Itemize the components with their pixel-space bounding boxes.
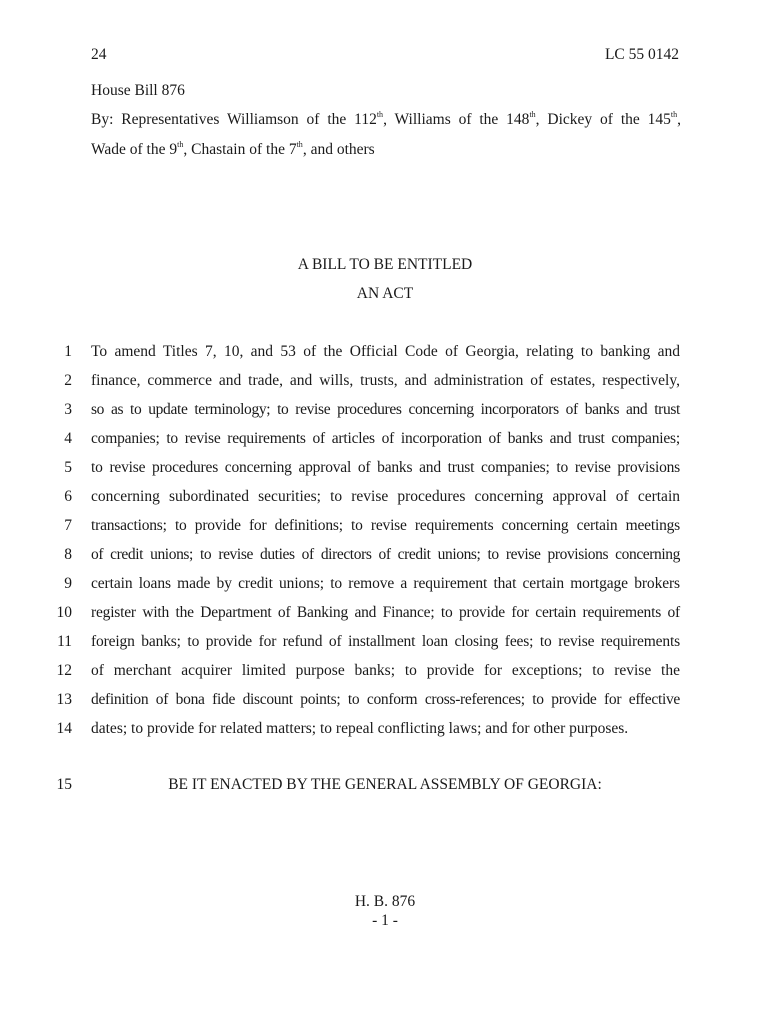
body-line: finance, commerce and trade, and wills, trusts, and administration of estates, respectively, <box>91 372 680 389</box>
body-line: to revise procedures concerning approval of banks and trust companies; to revise provisions <box>91 459 680 476</box>
line-number: 11 <box>57 633 72 650</box>
line-number: 15 <box>56 776 72 793</box>
body-line: transactions; to provide for definitions; to revise requirements concerning certain meetings <box>91 517 680 534</box>
sponsors-text: , Williams of the 148 <box>383 111 530 128</box>
footer-bill-number: H. B. 876 <box>354 893 416 910</box>
line-number: 7 <box>64 517 72 534</box>
body-line: so as to update terminology; to revise procedures concerning incorporators of banks and trust <box>91 401 680 418</box>
footer-page-number: - 1 - <box>372 912 398 929</box>
body-line: To amend Titles 7, 10, and 53 of the Official Code of Georgia, relating to banking and <box>91 343 680 360</box>
sponsors-text: By: Representatives Williamson of the 112 <box>91 111 377 128</box>
line-number: 6 <box>64 488 72 505</box>
sponsors-text: , Dickey of the 145 <box>535 111 671 128</box>
sponsors-line-1 <box>91 111 681 129</box>
sponsors-text: , <box>677 111 681 128</box>
body-line: of credit unions; to revise duties of directors of credit unions; to revise provisions concerning <box>91 546 680 563</box>
session-number: 24 <box>91 46 107 63</box>
line-number: 4 <box>64 430 72 447</box>
line-number: 10 <box>56 604 72 621</box>
act-title: AN ACT <box>356 285 414 302</box>
enacting-clause: BE IT ENACTED BY THE GENERAL ASSEMBLY OF GEORGIA: <box>168 776 602 793</box>
lc-code: LC 55 0142 <box>604 46 679 63</box>
sponsors-text: , Chastain of the 7 <box>183 141 297 158</box>
body-line: certain loans made by credit unions; to remove a requirement that certain mortgage brokers <box>91 575 680 592</box>
line-number: 14 <box>56 720 72 737</box>
line-number: 3 <box>64 401 72 418</box>
line-number: 13 <box>56 691 72 708</box>
body-line: concerning subordinated securities; to revise procedures concerning approval of certain <box>91 488 680 505</box>
line-number: 9 <box>64 575 72 592</box>
bill-title: A BILL TO BE ENTITLED <box>297 256 473 273</box>
ordinal-suffix: th <box>376 110 384 119</box>
line-number: 8 <box>64 546 72 563</box>
ordinal-suffix: th <box>670 110 678 119</box>
body-line: of merchant acquirer limited purpose banks; to provide for exceptions; to revise the <box>91 662 680 679</box>
body-line: companies; to revise requirements of articles of incorporation of banks and trust companies; <box>91 430 680 447</box>
sponsors-line-2 <box>91 141 681 159</box>
body-line: register with the Department of Banking and Finance; to provide for certain requirements of <box>91 604 680 621</box>
ordinal-suffix: th <box>177 140 184 149</box>
line-number: 1 <box>64 343 72 360</box>
body-line: dates; to provide for related matters; to repeal conflicting laws; and for other purposes. <box>91 720 629 737</box>
body-line: foreign banks; to provide for refund of installment loan closing fees; to revise requirements <box>91 633 680 650</box>
ordinal-suffix: th <box>529 110 536 119</box>
line-number: 12 <box>56 662 72 679</box>
line-number: 2 <box>64 372 72 389</box>
bill-label: House Bill 876 <box>91 82 185 99</box>
sponsors-text: Wade of the 9 <box>91 141 178 158</box>
line-number: 5 <box>64 459 72 476</box>
ordinal-suffix: th <box>296 140 303 149</box>
body-line: definition of bona fide discount points; to conform cross-references; to provide for effective <box>91 691 680 708</box>
sponsors-text: , and others <box>302 141 375 158</box>
